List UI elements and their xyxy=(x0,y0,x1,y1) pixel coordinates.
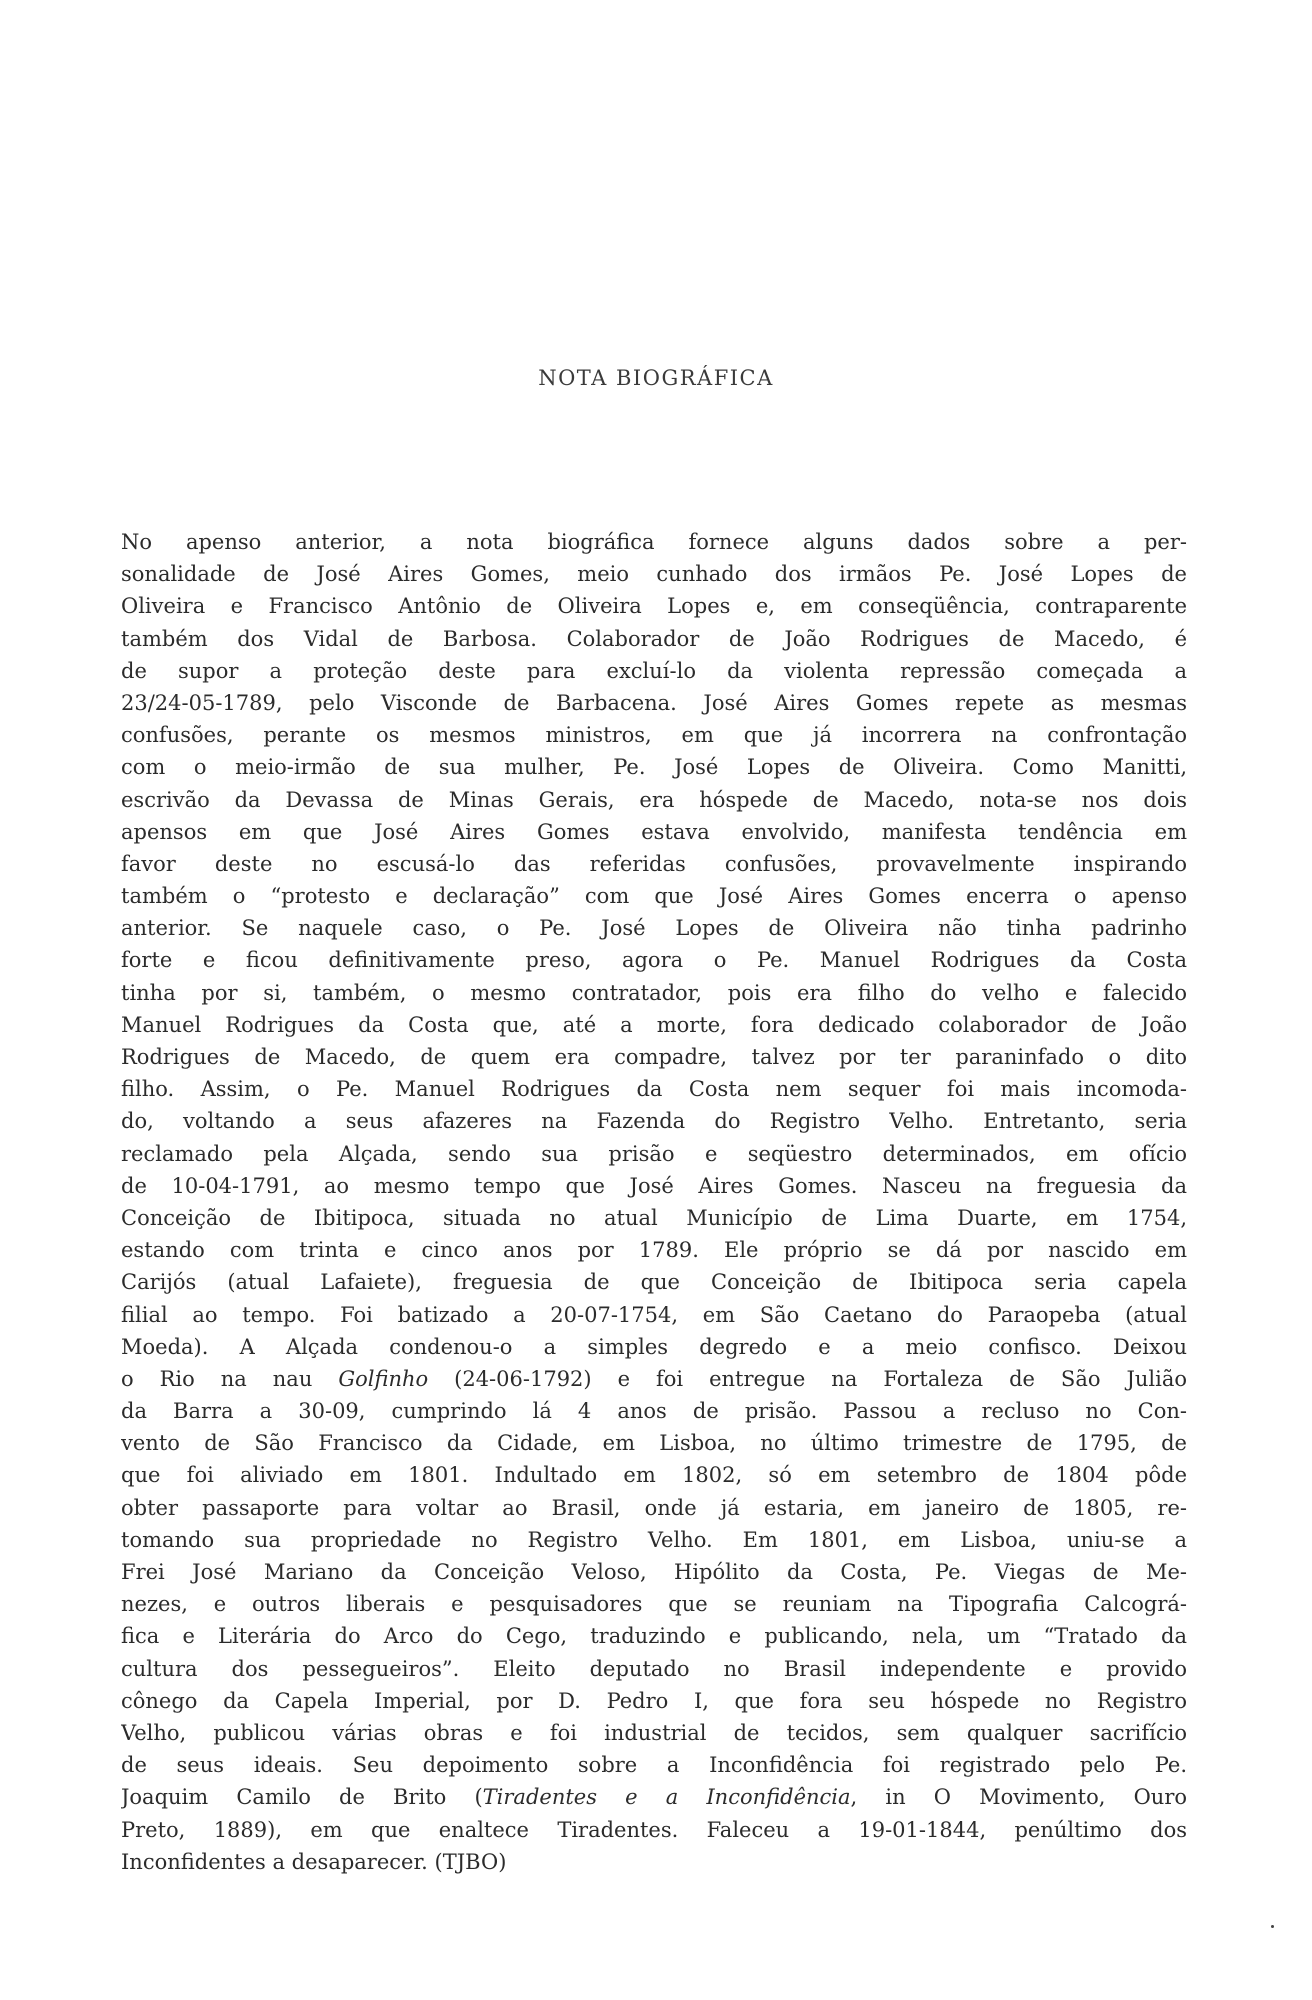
text-line: Joaquim Camilo de Brito (Tiradentes e a Inconfidência, in O Movimento, Ouro xyxy=(121,1785,1187,1810)
text-line: favor deste no escusá-lo das referidas confusões, provavelmente inspirando xyxy=(121,851,1187,876)
text-line: estando com trinta e cinco anos por 1789. Ele próprio se dá por nascido em xyxy=(121,1238,1187,1263)
text-line: confusões, perante os mesmos ministros, em que já incorrera na confrontação xyxy=(121,723,1187,748)
text-line: forte e ficou definitivamente preso, agora o Pe. Manuel Rodrigues da Costa xyxy=(121,948,1187,973)
text-line: do, voltando a seus afazeres na Fazenda do Registro Velho. Entretanto, seria xyxy=(121,1109,1187,1134)
text-line: nezes, e outros liberais e pesquisadores que se reuniam na Tipografia Calcográ- xyxy=(121,1592,1187,1617)
text-line: Oliveira e Francisco Antônio de Oliveira Lopes e, em conseqüência, contraparente xyxy=(121,594,1187,619)
text-line: também o “protesto e declaração” com que José Aires Gomes encerra o apenso xyxy=(121,884,1187,909)
italic-title: Tiradentes e a Inconfidência xyxy=(482,1785,851,1810)
text-line: de supor a proteção deste para excluí-lo da violenta repressão começada a xyxy=(121,658,1187,683)
text-line: cultura dos pessegueiros”. Eleito deputado no Brasil independente e provido xyxy=(121,1656,1187,1681)
text-line: da Barra a 30-09, cumprindo lá 4 anos de prisão. Passou a recluso no Con- xyxy=(121,1399,1187,1424)
page-speck xyxy=(1271,1925,1274,1928)
text-line: sonalidade de José Aires Gomes, meio cunhado dos irmãos Pe. José Lopes de xyxy=(121,562,1187,587)
text-line: Manuel Rodrigues da Costa que, até a morte, fora dedicado colaborador de João xyxy=(121,1012,1187,1037)
text-line: Frei José Mariano da Conceição Veloso, Hipólito da Costa, Pe. Viegas de Me- xyxy=(121,1560,1187,1584)
text-line: Conceição de Ibitipoca, situada no atual Município de Lima Duarte, em 1754, xyxy=(121,1205,1187,1230)
text-line: tinha por si, também, o mesmo contratador, pois era filho do velho e falecido xyxy=(121,980,1187,1005)
page-title: NOTA BIOGRÁFICA xyxy=(538,366,774,390)
text-line: reclamado pela Alçada, sendo sua prisão e seqüestro determinados, em ofício xyxy=(121,1141,1187,1166)
text-line: também dos Vidal de Barbosa. Colaborador de João Rodrigues de Macedo, é xyxy=(121,626,1187,651)
text-line: Rodrigues de Macedo, de quem era compadre, talvez por ter paraninfado o dito xyxy=(121,1045,1187,1069)
text-line: cônego da Capela Imperial, por D. Pedro I, que fora seu hóspede no Registro xyxy=(121,1688,1187,1713)
text-line: filial ao tempo. Foi batizado a 20-07-1754, em São Caetano do Paraopeba (atual xyxy=(121,1302,1187,1327)
text-line: Carijós (atual Lafaiete), freguesia de que Conceição de Ibitipoca seria capela xyxy=(121,1270,1187,1295)
text-line: de 10-04-1791, ao mesmo tempo que José Aires Gomes. Nasceu na freguesia da xyxy=(121,1173,1187,1198)
italic-title: Golfinho xyxy=(338,1366,429,1391)
text-line: escrivão da Devassa de Minas Gerais, era hóspede de Macedo, nota-se nos dois xyxy=(121,787,1187,812)
text-line: o Rio na nau Golfinho (24-06-1792) e foi entregue na Fortaleza de São Julião xyxy=(121,1366,1187,1391)
text-line: Preto, 1889), em que enaltece Tiradentes. Faleceu a 19-01-1844, penúltimo dos xyxy=(121,1817,1187,1842)
text-line: Inconfidentes a desaparecer. (TJBO) xyxy=(121,1849,507,1874)
text-line: 23/24-05-1789, pelo Visconde de Barbacena. José Aires Gomes repete as mesmas xyxy=(121,690,1187,715)
text-line: obter passaporte para voltar ao Brasil, onde já estaria, em janeiro de 1805, re- xyxy=(121,1495,1187,1520)
text-line: de seus ideais. Seu depoimento sobre a Inconfidência foi registrado pelo Pe. xyxy=(121,1753,1187,1778)
text-line: apensos em que José Aires Gomes estava envolvido, manifesta tendência em xyxy=(121,819,1187,844)
text-line: No apenso anterior, a nota biográfica fornece alguns dados sobre a per- xyxy=(121,530,1187,554)
biography-paragraph xyxy=(121,526,1187,1878)
text-line: que foi aliviado em 1801. Indultado em 1802, só em setembro de 1804 pôde xyxy=(121,1463,1187,1488)
text-line: filho. Assim, o Pe. Manuel Rodrigues da Costa nem sequer foi mais incomoda- xyxy=(121,1077,1187,1102)
text-line: fica e Literária do Arco do Cego, traduzindo e publicando, nela, um “Tratado da xyxy=(121,1624,1187,1649)
text-line: vento de São Francisco da Cidade, em Lisboa, no último trimestre de 1795, de xyxy=(121,1431,1187,1456)
text-line: tomando sua propriedade no Registro Velho. Em 1801, em Lisboa, uniu-se a xyxy=(121,1527,1187,1552)
text-line: Moeda). A Alçada condenou-o a simples degredo e a meio confisco. Deixou xyxy=(121,1334,1187,1359)
text-line: anterior. Se naquele caso, o Pe. José Lopes de Oliveira não tinha padrinho xyxy=(121,916,1187,941)
text-line: com o meio-irmão de sua mulher, Pe. José Lopes de Oliveira. Como Manitti, xyxy=(121,755,1187,780)
text-line: Velho, publicou várias obras e foi industrial de tecidos, sem qualquer sacrifício xyxy=(121,1720,1187,1745)
